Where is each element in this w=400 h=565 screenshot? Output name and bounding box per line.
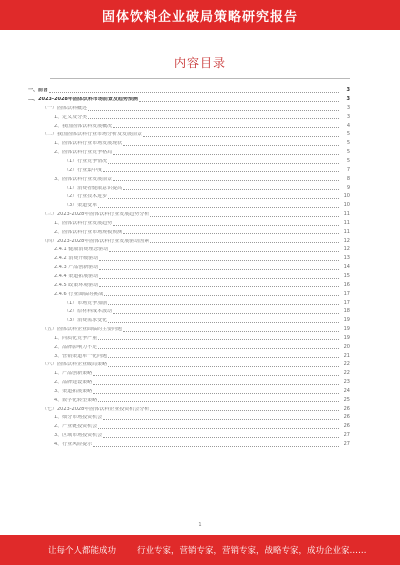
toc-leader-dots (108, 197, 339, 199)
toc-leader-dots (98, 347, 339, 349)
toc-entry[interactable] (28, 120, 350, 129)
toc-entry-text: 3、渠道拓展策略 (54, 388, 93, 394)
toc-entry-text: （3）渠道变革 (64, 203, 98, 209)
toc-leader-dots (49, 91, 339, 93)
toc-entry[interactable] (28, 112, 350, 121)
toc-entry-text: 2、产业链投资机会 (54, 424, 98, 430)
toc-entry-text: 4、行业风险提示 (54, 442, 93, 447)
toc-leader-dots (93, 374, 339, 376)
toc-entry-page: 22 (343, 370, 350, 377)
toc-leader-dots (93, 383, 339, 385)
toc-entry[interactable] (28, 280, 350, 289)
toc-entry-text: （1）消费者健康意识提高 (64, 185, 123, 191)
toc-entry[interactable] (28, 439, 350, 448)
toc-entry-text: 4、数字化转型策略 (54, 397, 98, 403)
toc-entry-page: 11 (343, 219, 350, 226)
toc-leader-dots (113, 179, 339, 181)
toc-entry-page: 22 (343, 361, 350, 368)
toc-entry[interactable] (28, 377, 350, 386)
toc-entry-text: 3、区域市场投资机会 (54, 433, 103, 439)
toc-leader-dots (103, 170, 339, 172)
toc-entry[interactable] (28, 209, 350, 218)
toc-entry[interactable] (28, 173, 350, 182)
toc-entry-page: 17 (343, 299, 350, 306)
footer-bar (0, 535, 400, 565)
toc-leader-dots (103, 418, 339, 420)
toc-entry[interactable] (28, 235, 350, 244)
toc-entry-text: 2.4.1 健康消费理念驱动 (54, 247, 109, 253)
toc-leader-dots (88, 117, 339, 119)
toc-entry-text: 1、产品创新策略 (54, 371, 93, 377)
toc-entry-text: 1、同质化竞争严重 (54, 335, 98, 341)
toc-entry-page: 14 (343, 264, 350, 271)
toc-entry-page: 12 (343, 246, 350, 253)
toc-entry-page: 19 (343, 334, 350, 341)
toc-entry-page: 15 (343, 272, 350, 279)
toc-entry[interactable] (28, 386, 350, 395)
toc-entry-text: 2、固体饮料行业市场规模预测 (54, 229, 123, 235)
toc-entry-page: 21 (343, 352, 350, 359)
toc-entry-page: 16 (343, 281, 350, 288)
toc-leader-dots (98, 338, 339, 340)
toc-entry-text: 1、细分市场投资机会 (54, 415, 103, 421)
toc-entry[interactable] (28, 430, 350, 439)
toc-entry[interactable] (28, 129, 350, 138)
toc-entry[interactable] (28, 218, 350, 227)
report-header-bar (0, 0, 400, 30)
toc-leader-dots (108, 303, 339, 305)
toc-entry-text: 1、固体饮料行业市场发展现状 (54, 141, 123, 147)
toc-leader-dots (113, 312, 339, 314)
toc-leader-dots (99, 285, 339, 287)
footer-slogan: 让每个人都能成功 (48, 546, 117, 556)
toc-entry[interactable] (28, 244, 350, 253)
toc-entry-page: 5 (346, 149, 350, 156)
toc-entry[interactable] (28, 94, 350, 103)
toc-entry-text: （2）原材料成本波动 (64, 309, 113, 315)
toc-leader-dots (108, 321, 339, 323)
toc-leader-dots (99, 259, 339, 261)
toc-entry-page: 17 (343, 290, 350, 297)
toc-entry-text: 一、前言 (28, 88, 49, 94)
toc-leader-dots (103, 436, 339, 438)
toc-entry[interactable] (28, 350, 350, 359)
table-of-contents (28, 85, 350, 448)
toc-entry-page: 10 (343, 193, 350, 200)
toc-entry[interactable] (28, 271, 350, 280)
toc-entry-text: 2.4.6 行业面临的挑战 (54, 291, 104, 297)
toc-leader-dots (123, 232, 339, 234)
toc-entry-page: 11 (343, 211, 350, 218)
toc-entry[interactable] (28, 306, 350, 315)
toc-leader-dots (99, 277, 339, 279)
toc-leader-dots (93, 445, 339, 447)
toc-entry-page: 10 (343, 202, 350, 209)
toc-entry[interactable] (28, 138, 350, 147)
toc-entry-page: 5 (346, 158, 350, 164)
toc-entry-page: 7 (346, 166, 350, 173)
toc-entry[interactable] (28, 288, 350, 297)
toc-entry[interactable] (28, 253, 350, 262)
toc-entry-page: 26 (343, 414, 350, 421)
toc-entry-text: （3）消费需求变化 (64, 318, 108, 324)
toc-leader-dots (150, 241, 339, 243)
toc-entry-page: 3 (346, 96, 350, 103)
toc-entry-page: 3 (346, 113, 350, 120)
toc-entry-text: （五）固体饮料企业面临的主要问题 (42, 327, 123, 333)
toc-entry-text: （1）行业竞争情况 (64, 159, 108, 164)
toc-entry[interactable] (28, 315, 350, 324)
toc-entry[interactable] (28, 165, 350, 174)
toc-entry-text: 3、营销渠道单一化问题 (54, 353, 108, 359)
toc-leader-dots (150, 409, 339, 411)
toc-entry-text: （1）市场竞争加剧 (64, 300, 108, 306)
toc-entry-text: 2、品牌影响力不足 (54, 344, 98, 350)
toc-entry-page: 23 (343, 379, 350, 386)
toc-entry-text: 2、固体饮料行业竞争格局 (54, 150, 113, 156)
toc-entry[interactable] (28, 262, 350, 271)
toc-entry[interactable] (28, 333, 350, 342)
toc-entry-text: （七）2023-2028年固体饮料企业投资机会分析 (42, 406, 150, 412)
toc-leader-dots (123, 188, 339, 190)
toc-leader-dots (98, 427, 339, 429)
toc-leader-dots (104, 294, 339, 296)
report-title: 固体饮料企业破局策略研究报告 (101, 9, 298, 25)
toc-entry-page: 19 (343, 317, 350, 324)
toc-entry-text: 3、固体饮料行业发展前景 (54, 176, 113, 182)
toc-entry[interactable] (28, 359, 350, 368)
toc-entry-page: 20 (343, 343, 350, 350)
toc-entry[interactable] (28, 156, 350, 165)
toc-entry[interactable] (28, 341, 350, 350)
toc-entry-text: 2、品牌建设策略 (54, 380, 93, 386)
toc-entry-page: 24 (343, 387, 350, 394)
toc-leader-dots (98, 206, 339, 208)
toc-entry-page: 11 (343, 228, 350, 235)
toc-heading: 内容目录 (173, 56, 226, 70)
toc-leader-dots (113, 224, 339, 226)
toc-entry-text: 2.4.2 消费升级驱动 (54, 256, 99, 262)
toc-entry-text: （一）固体饮料概述 (42, 105, 88, 111)
toc-entry-text: 2.4.3 产品创新驱动 (54, 265, 99, 271)
toc-entry-page: 8 (346, 175, 350, 182)
toc-leader-dots (113, 126, 339, 128)
toc-entry-text: （三）2023-2028年固体饮料行业发展趋势分析 (42, 212, 150, 218)
toc-leader-dots (143, 135, 339, 137)
toc-entry[interactable] (28, 85, 350, 94)
toc-entry[interactable] (28, 412, 350, 421)
toc-entry-text: （2）行业集中度 (64, 167, 103, 173)
toc-entry-text: （四）2023-2028年固体饮料行业发展驱动因素 (42, 238, 150, 244)
toc-entry-page: 26 (343, 405, 350, 412)
toc-entry-page: 3 (346, 87, 350, 94)
toc-entry-page: 5 (346, 131, 350, 138)
toc-leader-dots (150, 215, 339, 217)
toc-entry[interactable] (28, 227, 350, 236)
toc-leader-dots (108, 356, 339, 358)
toc-entry-page: 19 (343, 326, 350, 333)
toc-leader-dots (88, 109, 339, 111)
toc-entry-page: 12 (343, 237, 350, 244)
toc-leader-dots (93, 392, 339, 394)
toc-entry[interactable] (28, 421, 350, 430)
toc-entry-page: 26 (343, 423, 350, 430)
toc-entry[interactable] (28, 395, 350, 404)
toc-divider (50, 78, 350, 79)
toc-entry[interactable] (28, 103, 350, 112)
toc-entry-text: （二）我国固体饮料行业市场分析及发展前景 (42, 132, 143, 138)
toc-entry[interactable] (28, 403, 350, 412)
toc-entry-text: 2.4.4 渠道拓展驱动 (54, 273, 99, 279)
toc-entry-text: （2）行业技术进步 (64, 194, 108, 200)
toc-entry[interactable] (28, 182, 350, 191)
toc-entry[interactable] (28, 324, 350, 333)
toc-entry-page: 27 (343, 432, 350, 439)
toc-entry-page: 25 (343, 396, 350, 403)
footer-tagline: 行业专家，营销专家，营销专家，战略专家，成功企业家…… (137, 546, 367, 556)
toc-entry[interactable] (28, 368, 350, 377)
toc-entry-page: 3 (346, 104, 350, 111)
toc-entry-text: 2、我国固体饮料发展概况 (54, 123, 113, 129)
toc-entry-text: （六）固体饮料企业破局策略 (42, 362, 108, 368)
toc-leader-dots (108, 365, 339, 367)
toc-entry[interactable] (28, 297, 350, 306)
toc-entry[interactable] (28, 200, 350, 209)
toc-leader-dots (108, 162, 339, 164)
toc-entry-page: 18 (343, 308, 350, 315)
toc-leader-dots (113, 153, 339, 155)
toc-leader-dots (109, 250, 339, 252)
toc-entry-page: 9 (346, 184, 350, 191)
toc-leader-dots (123, 144, 339, 146)
toc-leader-dots (123, 330, 339, 332)
toc-entry[interactable] (28, 191, 350, 200)
toc-entry-page: 4 (346, 122, 350, 129)
toc-entry-text: 二、2023-2028年固体饮料市场前景及趋势预测 (28, 97, 138, 103)
toc-leader-dots (99, 268, 339, 270)
toc-entry-page: 13 (343, 255, 350, 262)
toc-entry-text: 1、固体饮料行业发展趋势 (54, 220, 113, 226)
toc-entry[interactable] (28, 147, 350, 156)
toc-leader-dots (139, 100, 339, 102)
toc-entry-page: 27 (343, 441, 350, 447)
toc-entry-text: 2.4.5 政策环境驱动 (54, 282, 99, 288)
page-number: 1 (198, 522, 202, 528)
toc-entry-page: 5 (346, 140, 350, 147)
toc-entry-text: 1、定义及分类 (54, 114, 88, 120)
toc-leader-dots (98, 400, 339, 402)
